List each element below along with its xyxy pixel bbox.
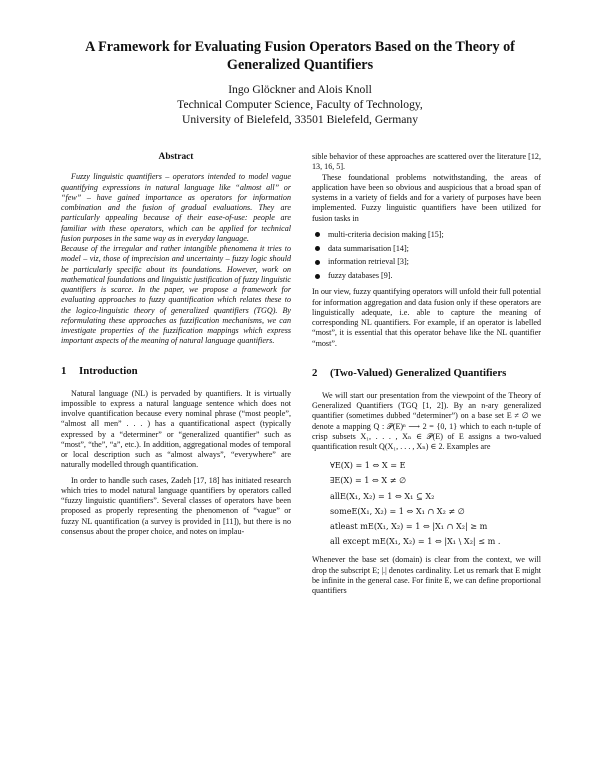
intro-paragraph-1: Natural language (NL) is pervaded by quantifiers. It is virtually impossible to express a natural language sentence which does not involve quantification because every nominal phrase (“most people”, “almost all men” . . . ) has a quantificational aspect (typically expressed by a “determiner” or “generalized quantifier” such as “most”, “the”, “a”, etc.). In addition, aggregational modes of temporal or local description such as “almost always”, “everywhere” are naturally modelled through quantification.: [61, 388, 291, 470]
bullet-icon: [315, 274, 320, 279]
bullet-icon: [315, 232, 320, 237]
list-item: fuzzy databases [9].: [312, 271, 541, 281]
formula-line: atleast mE(X₁, X₂) = 1 ⇔ |X₁ ∩ X₂| ≥ m: [330, 521, 488, 532]
body-paragraph-final: Whenever the base set (domain) is clear from the context, we will drop the subscript E; |.| denotes cardinality. Let us remark that E might be infinite in the general case. For finite E, we can define proportional quantifiers: [312, 555, 541, 596]
bullet-icon: [315, 260, 320, 265]
abstract-paragraph: Fuzzy linguistic quantifiers – operators intended to model vague quantifying expressions in natural language like “almost all” or “few” – have gained importance as operators for information combination and the fusion of gradual evaluations. They are particularly appealing because of their ease-of-use: people are familiar with these operators, which can be applied for technical fusion purposes in the same way as in everyday language.: [61, 172, 291, 243]
affiliation-line-1: Technical Computer Science, Faculty of Technology,: [177, 98, 423, 111]
section-2-heading: 2 (Two-Valued) Generalized Quantifiers: [312, 366, 507, 379]
intro-paragraph-2: In order to handle such cases, Zadeh [17, 18] has initiated research which tries to model natural language quantifiers by operators called “fuzzy linguistic quantifiers”. Several classes of operators have been proposed as properly representing the phenomenon of “vague” or fuzzy NL quantification (a survey is provided in [11]), but there is no consensus about the proper choice, and notes on implau-: [61, 475, 291, 536]
body-paragraph-view: In our view, fuzzy quantifying operators will unfold their full potential for information aggregation and data fusion only if these operators are linguistically adequate, i.e. able to capture the meaning of corresponding NL quantifiers. For example, if an operator is labelled “most”, it is essential that this operator behave like the NL quantifier “most”.: [312, 287, 541, 348]
quantifier-examples: [330, 458, 541, 549]
list-item: information retrieval [3];: [312, 257, 541, 267]
formula-line: someE(X₁, X₂) = 1 ⇔ X₁ ∩ X₂ ≠ ∅: [330, 505, 465, 516]
bullet-icon: [315, 246, 320, 251]
fusion-tasks-list: [312, 230, 541, 282]
formula-line: ∀E(X) = 1 ⇔ X = E: [330, 460, 406, 471]
abstract-heading: Abstract: [158, 152, 194, 162]
affiliation-line-2: University of Bielefeld, 33501 Bielefeld, Germany: [182, 113, 418, 126]
body-paragraph-continued: sible behavior of these approaches are scattered over the literature [12, 13, 16, 5].: [312, 152, 541, 172]
list-item: data summarisation [14];: [312, 244, 541, 254]
right-column: [312, 152, 541, 596]
formula-line: allE(X₁, X₂) = 1 ⇔ X₁ ⊆ X₂: [330, 490, 435, 501]
abstract-paragraph-2: Because of the irregular and rather intangible phenomena it tries to model – viz, those of imprecision and uncertainty – fuzzy logic should be particularly specific about its foundations. However, work on mathematical foundations and linguistic justification of fuzzy linguistic quantifiers is scarce. In the paper, we propose a framework for evaluating approaches to fuzzy quantification which relates these to the logico-linguistic theory of generalized quantifiers (TGQ). By reformulating these approaches as fuzzification mechanisms, we can investigate properties of the fuzzification mappings which express important aspects of the meaning of natural language quantifiers.: [61, 244, 291, 346]
section-1-heading: 1 Introduction: [61, 364, 138, 377]
left-column: [61, 150, 291, 537]
formula-line: all except mE(X₁, X₂) = 1 ⇔ |X₁ \ X₂| ≤ m .: [330, 536, 501, 547]
paper-title: A Framework for Evaluating Fusion Operators Based on the Theory of Generalized Quantifiers: [85, 39, 515, 73]
author-block: [40, 82, 560, 127]
formula-line: ∃E(X) = 1 ⇔ X ≠ ∅: [330, 475, 407, 486]
author-names: Ingo Glöckner and Alois Knoll: [228, 83, 372, 96]
tgq-paragraph: We will start our presentation from the viewpoint of the Theory of Generalized Quantifiers (TGQ [1, 2]). By an n-ary generalized quantifier (sometimes dubbed “determiner”) on a base set E ≠ ∅ we denote a mapping Q : 𝒫(E)ⁿ ⟶ 2 = {0, 1} which to each n-tuple of crisp subsets X₁, . . . , Xₙ ∈ 𝒫(E) of E assigns a two-valued quantification result Q(X₁, . . . , Xₙ) ∈ 2. Examples are: [312, 390, 541, 451]
list-item: multi-criteria decision making [15];: [312, 230, 541, 240]
body-paragraph-applications: These foundational problems notwithstanding, the areas of application have been so obvious and auspicious that a broad span of systems in a variety of fields and for a variety of purposes have been implemented. Fuzzy linguistic quantifiers have been utilized for fusion tasks in: [312, 172, 541, 223]
